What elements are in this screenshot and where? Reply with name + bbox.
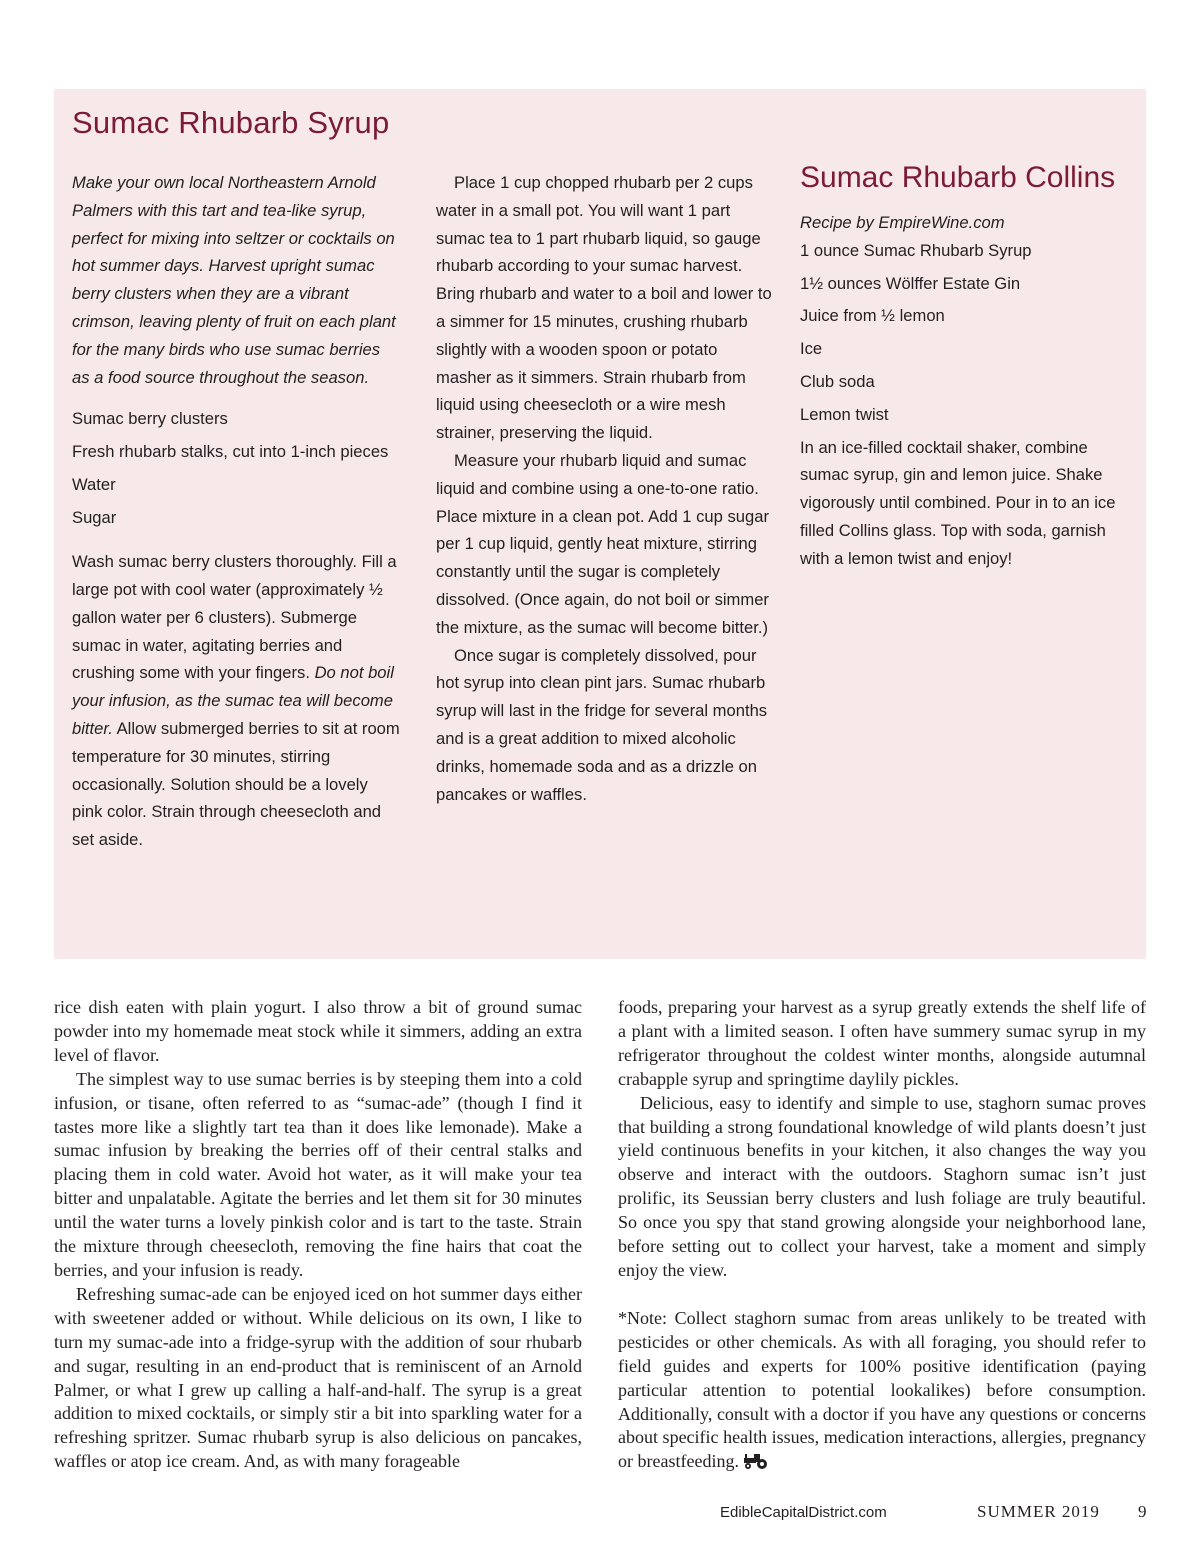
article-paragraph: Refreshing sumac-ade can be enjoyed iced on hot summer days either with sweetener added or without. While delicious on its own, I like to turn my sumac-ade into a fridge-syrup with the addition of sour rhubarb and sugar, resulting in an end-product that is reminiscent of an Arnold Palmer, or what I grew up calling a half-and-half. The syrup is a great addition to mixed cocktails, or simply stir a bit into sparkling water for a refreshing spritzer. Sumac rhubarb syrup is also delicious on pancakes, waffles or atop ice cream. And, as with many forageable <box>54 1283 582 1472</box>
collins-ingredient: 1 ounce Sumac Rhubarb Syrup <box>800 240 1032 260</box>
ingredient-list <box>72 405 400 531</box>
method-paragraph <box>72 548 400 854</box>
collins-ingredient: Juice from ½ lemon <box>800 306 945 326</box>
method-warning: Do not boil your infusion, as the sumac tea will become bitter. <box>72 663 394 738</box>
collins-ingredient: 1½ ounces Wölffer Estate Gin <box>800 273 1021 293</box>
collins-recipe <box>800 161 1130 573</box>
method-text: Wash sumac berry clusters thoroughly. Fill a large pot with cool water (approximately ½ gallon water per 6 clusters). Submerge sumac in water, agitating berries and crushing some with your fingers. <box>72 552 397 683</box>
recipe-credit: Recipe by EmpireWine.com <box>800 213 1005 232</box>
collins-ingredient-list <box>800 237 1130 429</box>
recipe-column-1 <box>72 169 400 854</box>
ingredient-item: Water <box>72 474 116 494</box>
article-paragraph: Delicious, easy to identify and simple to use, staghorn sumac proves that building a strong foundational knowledge of wild plants doesn’t just yield continuous benefits in your kitchen, it also changes the way you observe and interact with the outdoors. Staghorn sumac isn’t just prolific, its Seussian berry clusters and lush foliage are truly beautiful. So once you spy that stand growing alongside your neighborhood lane, before setting out to collect your harvest, take a moment and simply enjoy the view. <box>618 1092 1146 1280</box>
recipe-title: Sumac Rhubarb Syrup <box>72 105 390 140</box>
note-text: *Note: Collect staghorn sumac from areas unlikely to be treated with pesticides or other chemicals. As with all foraging, you should refer to field guides and experts for 100% positive identification (paying particular attention to potential lookalikes) before consumption. Additionally, consult with a doctor if you have any questions or concerns about specific health issues, medication interactions, allergies, pregnancy or breastfeeding. <box>618 1307 1146 1472</box>
page-number: 9 <box>1138 1502 1147 1521</box>
article-column-left <box>54 996 582 1474</box>
method-step: Once sugar is completely dissolved, pour hot syrup into clean pint jars. Sumac rhubarb syrup will last in the fridge for several months and is a great addition to mixed alcoholic drinks, homemade soda and as a drizzle on pancakes or waffles. <box>436 645 768 804</box>
ingredient-item: Fresh rhubarb stalks, cut into 1-inch pieces <box>72 442 389 462</box>
method-step: Place 1 cup chopped rhubarb per 2 cups water in a small pot. You will want 1 part sumac tea to 1 part rhubarb liquid, so gauge rhubarb according to your sumac harvest. Bring rhubarb and water to a boil and lower to a simmer for 15 minutes, crushing rhubarb slightly with a wooden spoon or potato masher as it simmers. Strain rhubarb from liquid using cheesecloth or a wire mesh strainer, preserving the liquid. <box>436 173 772 443</box>
collins-method: In an ice-filled cocktail shaker, combine sumac syrup, gin and lemon juice. Shake vigorously until combined. Pour in to an ice filled Collins glass. Top with soda, garnish with a lemon twist and enjoy! <box>800 437 1116 568</box>
article-paragraph: foods, preparing your harvest as a syrup greatly extends the shelf life of a plant with a limited season. I often have summery sumac syrup in my refrigerator throughout the coldest winter months, alongside autumnal crabapple syrup and springtime daylily pickles. <box>618 997 1146 1089</box>
footer-website: EdibleCapitalDistrict.com <box>720 1504 887 1521</box>
article-paragraph: rice dish eaten with plain yogurt. I also throw a bit of ground sumac powder into my homemade meat stock while it simmers, adding an extra level of flavor. <box>54 997 582 1065</box>
article-paragraph: The simplest way to use sumac berries is by steeping them into a cold infusion, or tisane, often referred to as “sumac-ade” (though I find it tastes more like a slightly tart tea than it does like lemonade). Make a sumac infusion by breaking the berries off of their central stalks and placing them in cold water. Avoid hot water, as it will make your tea bitter and unpalatable. Agitate the berries and let them sit for 30 minutes until the water turns a lovely pinkish color and is tart to the taste. Strain the mixture through cheesecloth, removing the fine hairs that coat the berries, and your infusion is ready. <box>54 1068 582 1280</box>
article-column-right <box>618 996 1146 1474</box>
recipe-intro: Make your own local Northeastern Arnold Palmers with this tart and tea-like syrup, perfect for mixing into seltzer or cocktails on hot summer days. Harvest upright sumac berry clusters when they are a vibrant crimson, leaving plenty of fruit on each plant for the many birds who use sumac berries as a food source throughout the season. <box>72 173 396 387</box>
foraging-note <box>618 1307 1146 1474</box>
collins-ingredient: Ice <box>800 339 823 359</box>
recipe-column-2 <box>436 169 772 808</box>
ingredient-item: Sugar <box>72 507 117 527</box>
collins-ingredient: Club soda <box>800 371 875 391</box>
collins-ingredient: Lemon twist <box>800 404 889 424</box>
footer-issue: SUMMER 2019 <box>977 1502 1100 1521</box>
tractor-icon <box>743 1452 769 1470</box>
collins-title: Sumac Rhubarb Collins <box>800 161 1116 194</box>
ingredient-item: Sumac berry clusters <box>72 409 228 429</box>
recipe-sidebar <box>54 89 1146 959</box>
method-step: Measure your rhubarb liquid and sumac liquid and combine using a one-to-one ratio. Place mixture in a clean pot. Add 1 cup sugar per 1 cup liquid, gently heat mixture, stirring constantly until the sugar is completely dissolved. (Once again, do not boil or simmer the mixture, as the sumac will become bitter.) <box>436 450 769 637</box>
method-text-continued: Allow submerged berries to sit at room temperature for 30 minutes, stirring occasionally. Solution should be a lovely pink color. Strain through cheesecloth and set aside. <box>72 718 400 850</box>
